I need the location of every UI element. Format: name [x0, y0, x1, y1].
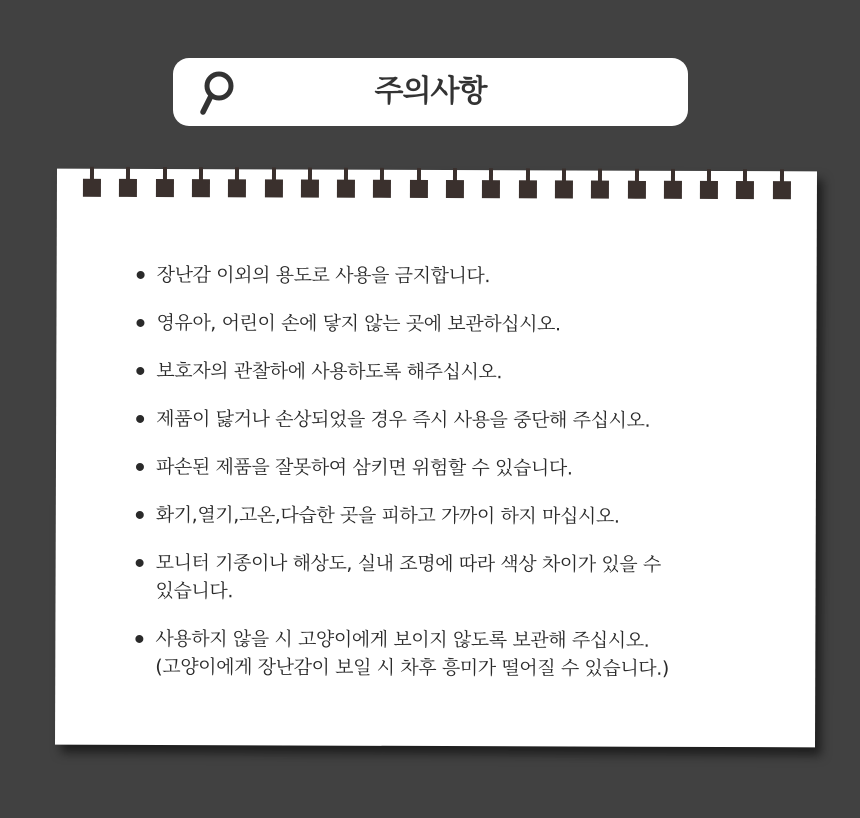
binding-hole	[373, 180, 391, 198]
binding-hole	[83, 179, 101, 197]
notice-paper	[55, 169, 817, 748]
binding-hole	[192, 179, 210, 197]
list-item-text: 사용하지 않을 시 고양이에게 보이지 않도록 보관해 주십시오. (고양이에게 장난감이 보일 시 차후 흥미가 떨어질 수 있습니다.)	[155, 628, 669, 680]
notice-list	[135, 261, 777, 703]
binding-hole	[410, 180, 428, 198]
bullet-icon	[136, 415, 144, 423]
list-item	[136, 453, 776, 483]
binding-hole	[773, 181, 791, 199]
page-title: 주의사항	[374, 74, 487, 109]
list-item-text: 화기,열기,고온,다습한 곳을 피하고 가까이 하지 마십시오.	[155, 504, 620, 528]
binding-hole	[519, 180, 537, 198]
bullet-icon	[136, 319, 144, 327]
bullet-icon	[136, 511, 144, 519]
list-item	[136, 405, 776, 435]
binding-hole	[736, 181, 754, 199]
list-item-text: 파손된 제품을 잘못하여 삼키면 위험할 수 있습니다.	[155, 456, 573, 480]
title-banner	[173, 58, 688, 126]
list-item	[137, 261, 777, 291]
binding-hole	[156, 179, 174, 197]
binding-hole	[700, 181, 718, 199]
binding-hole	[591, 181, 609, 199]
list-item-text: 보호자의 관찰하에 사용하도록 해주십시오.	[156, 360, 503, 384]
list-item-text: 장난감 이외의 용도로 사용을 금지합니다.	[156, 264, 491, 288]
binding-hole	[664, 181, 682, 199]
list-item	[136, 309, 776, 339]
bullet-icon	[136, 367, 144, 375]
list-item	[135, 549, 775, 607]
bullet-icon	[136, 463, 144, 471]
list-item	[136, 501, 776, 531]
list-item	[135, 625, 775, 683]
binding-hole	[446, 180, 464, 198]
bullet-icon	[137, 271, 145, 279]
binding-hole	[228, 179, 246, 197]
list-item	[136, 357, 776, 387]
binding-hole	[119, 179, 137, 197]
list-item-text: 영유아, 어린이 손에 닿지 않는 곳에 보관하십시오.	[156, 312, 561, 336]
binding-hole	[627, 181, 645, 199]
binding-hole	[337, 180, 355, 198]
binding-hole	[301, 180, 319, 198]
binding-holes	[83, 179, 793, 211]
list-item-text: 모니터 기종이나 해상도, 실내 조명에 따라 색상 차이가 있을 수 있습니다.	[155, 552, 661, 603]
binding-hole	[555, 180, 573, 198]
bullet-icon	[136, 559, 144, 567]
list-item-text: 제품이 닳거나 손상되었을 경우 즉시 사용을 중단해 주십시오.	[156, 408, 651, 432]
binding-hole	[264, 179, 282, 197]
binding-hole	[482, 180, 500, 198]
bullet-icon	[135, 635, 143, 643]
